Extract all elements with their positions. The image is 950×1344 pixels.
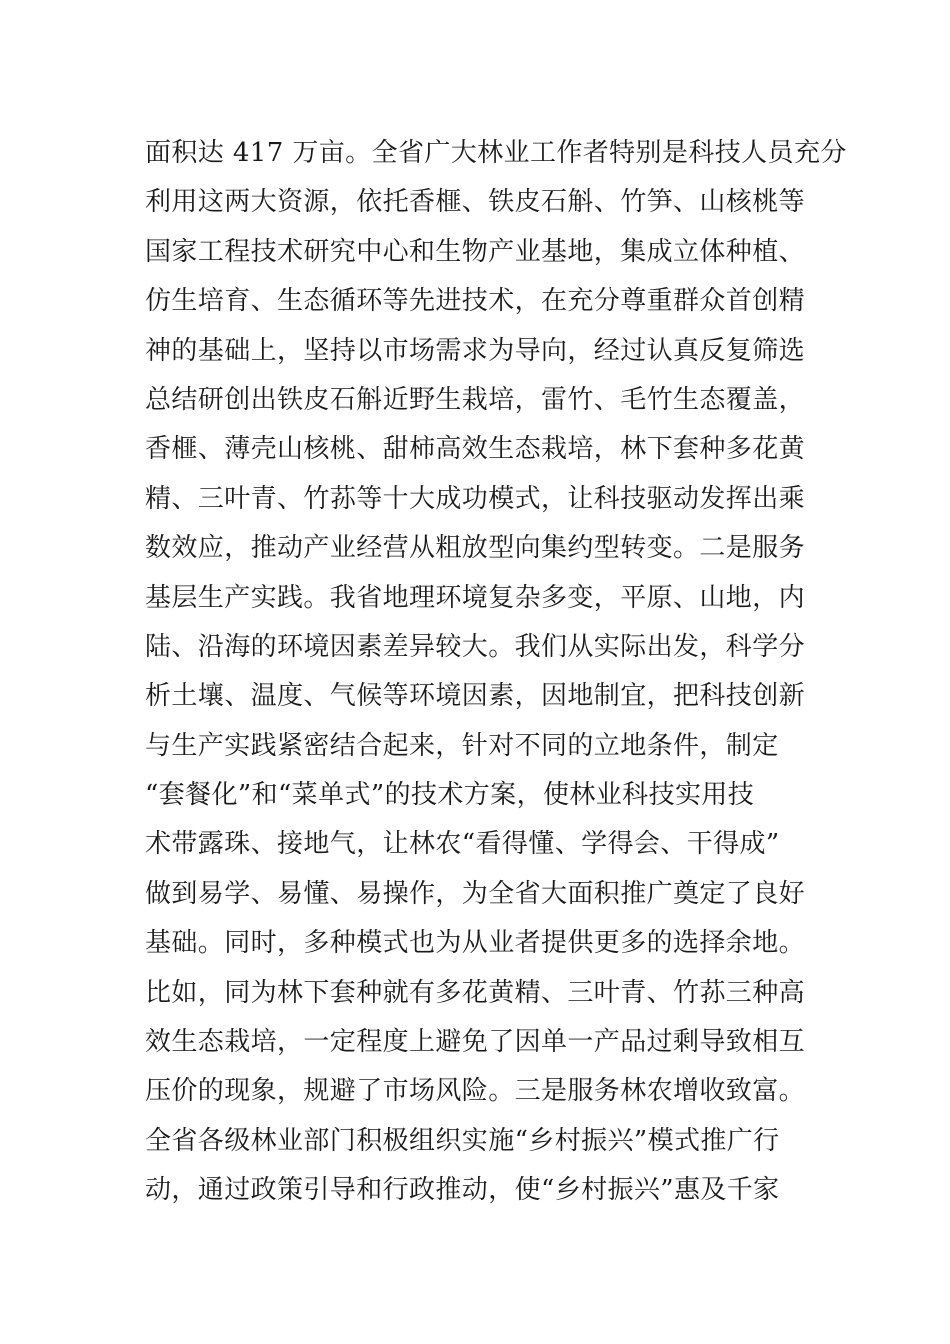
text-line: 析土壤、温度、气候等环境因素，因地制宜，把科技创新 bbox=[145, 681, 806, 712]
text-line: 基础。同时，多种模式也为从业者提供更多的选择余地。 bbox=[145, 928, 806, 959]
text-line: 精、三叶青、竹荪等十大成功模式，让科技驱动发挥出乘 bbox=[145, 483, 806, 514]
text-line: “套餐化”和“菜单式”的技术方案，使林业科技实用技 bbox=[145, 780, 755, 811]
text-line: 总结研创出铁皮石斛近野生栽培，雷竹、毛竹生态覆盖， bbox=[145, 384, 806, 415]
body-text bbox=[145, 129, 847, 1216]
text-line: 术带露珠、接地气，让林农“看得懂、学得会、干得成” bbox=[145, 829, 780, 860]
text-line: 神的基础上，坚持以市场需求为导向，经过认真反复筛选 bbox=[145, 335, 806, 366]
text-line: 香榧、薄壳山核桃、甜柿高效生态栽培，林下套种多花黄 bbox=[145, 434, 806, 465]
text-line: 利用这两大资源，依托香榧、铁皮石斛、竹笋、山核桃等 bbox=[145, 187, 806, 218]
text-line: 与生产实践紧密结合起来，针对不同的立地条件，制定 bbox=[145, 730, 779, 761]
text-line: 基层生产实践。我省地理环境复杂多变，平原、山地，内 bbox=[145, 582, 806, 613]
text-line: 比如，同为林下套种就有多花黄精、三叶青、竹荪三种高 bbox=[145, 977, 806, 1008]
text-line: 国家工程技术研究中心和生物产业基地，集成立体种植、 bbox=[145, 236, 806, 267]
text-line: 面积达 417 万亩。全省广大林业工作者特别是科技人员充分 bbox=[145, 138, 847, 168]
text-line: 效生态栽培，一定程度上避免了因单一产品过剩导致相互 bbox=[145, 1027, 806, 1058]
text-line: 动，通过政策引导和行政推动，使“乡村振兴”惠及千家 bbox=[145, 1175, 780, 1206]
text-line: 全省各级林业部门积极组织实施“乡村振兴”模式推广行 bbox=[145, 1125, 780, 1156]
text-line: 做到易学、易懂、易操作，为全省大面积推广奠定了良好 bbox=[145, 878, 806, 909]
text-line: 仿生培育、生态循环等先进技术，在充分尊重群众首创精 bbox=[145, 286, 806, 317]
text-line: 陆、沿海的环境因素差异较大。我们从实际出发，科学分 bbox=[145, 631, 806, 662]
text-line: 数效应，推动产业经营从粗放型向集约型转变。二是服务 bbox=[145, 533, 806, 564]
text-line: 压价的现象，规避了市场风险。三是服务林农增收致富。 bbox=[145, 1076, 806, 1107]
